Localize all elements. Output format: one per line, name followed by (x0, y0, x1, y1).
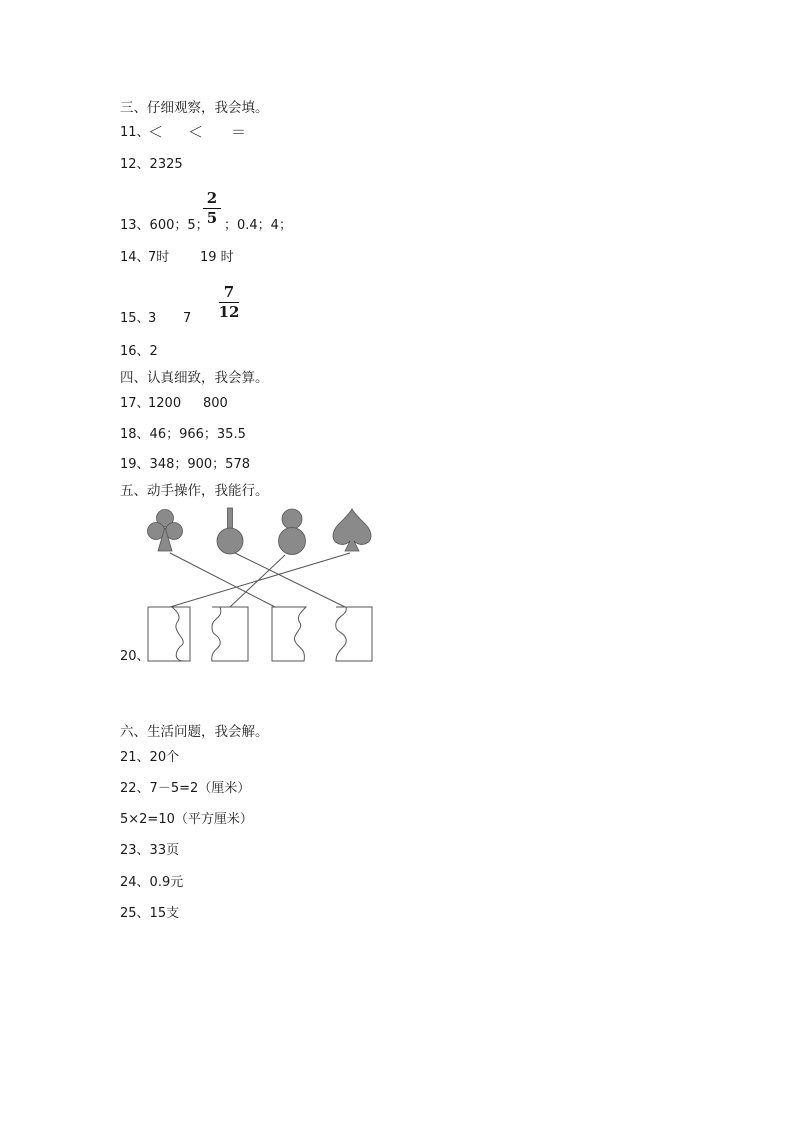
answer-13-suffix: ；0.4；4； (224, 218, 292, 233)
answer-11-blank-2: ＜ (188, 123, 204, 141)
fraction-numerator: 7 (223, 283, 235, 301)
answer-17-blank-1: 1200 (148, 396, 182, 411)
answer-24: 24、0.9元 (120, 875, 184, 890)
answer-14-blank-1: 7时 (148, 250, 170, 265)
answer-13-fraction (201, 190, 223, 227)
answer-20-number: 20、 (120, 649, 150, 664)
card-1 (148, 607, 190, 661)
answer-25: 25、15支 (120, 906, 180, 921)
pushpin-icon (217, 508, 243, 554)
answer-15-fraction (217, 284, 241, 321)
fraction-denominator: 12 (218, 303, 240, 321)
spade-icon (333, 509, 371, 551)
answer-11-blank-1: ＜ (148, 123, 164, 141)
match-line (235, 553, 345, 607)
fraction-denominator: 5 (206, 209, 218, 227)
fraction-numerator: 2 (206, 189, 218, 207)
answer-16: 16、2 (120, 344, 158, 359)
section-4-heading: 四、认真细致，我会算。 (120, 370, 269, 386)
section-5-heading: 五、动手操作，我能行。 (120, 483, 269, 499)
answer-11 (120, 125, 150, 141)
club-icon (148, 510, 183, 552)
answer-23: 23、33页 (120, 843, 180, 858)
section-3-heading: 三、仔细观察，我会填。 (120, 100, 269, 116)
answer-17-number: 17、 (120, 396, 150, 411)
answer-13-prefix: 13、600；5； (120, 218, 209, 233)
answer-11-blank-3: ＝ (231, 123, 247, 141)
card-2 (212, 607, 248, 661)
answer-22-line-2: 5×2=10（平方厘米） (120, 812, 253, 827)
answer-17-blank-2: 800 (203, 396, 228, 411)
answer-15-blank-2: 7 (183, 311, 192, 326)
answer-15-number: 15、 (120, 311, 150, 326)
answer-18: 18、46；966；35.5 (120, 427, 246, 442)
answer-19: 19、348；900；578 (120, 457, 250, 472)
answer-21: 21、20个 (120, 750, 180, 765)
section-6-heading: 六、生活问题，我会解。 (120, 724, 269, 740)
card-4 (336, 607, 372, 661)
answer-14-blank-2: 19 时 (200, 250, 234, 265)
answer-12: 12、2325 (120, 157, 183, 172)
answer-22-line-1: 22、7－5=2（厘米） (120, 781, 251, 796)
answer-14-number: 14、 (120, 250, 150, 265)
gourd-icon (279, 509, 306, 555)
matching-diagram (140, 503, 380, 663)
answer-15-blank-1: 3 (148, 311, 157, 326)
answer-11-number: 11、 (120, 125, 150, 140)
card-3 (272, 607, 306, 661)
